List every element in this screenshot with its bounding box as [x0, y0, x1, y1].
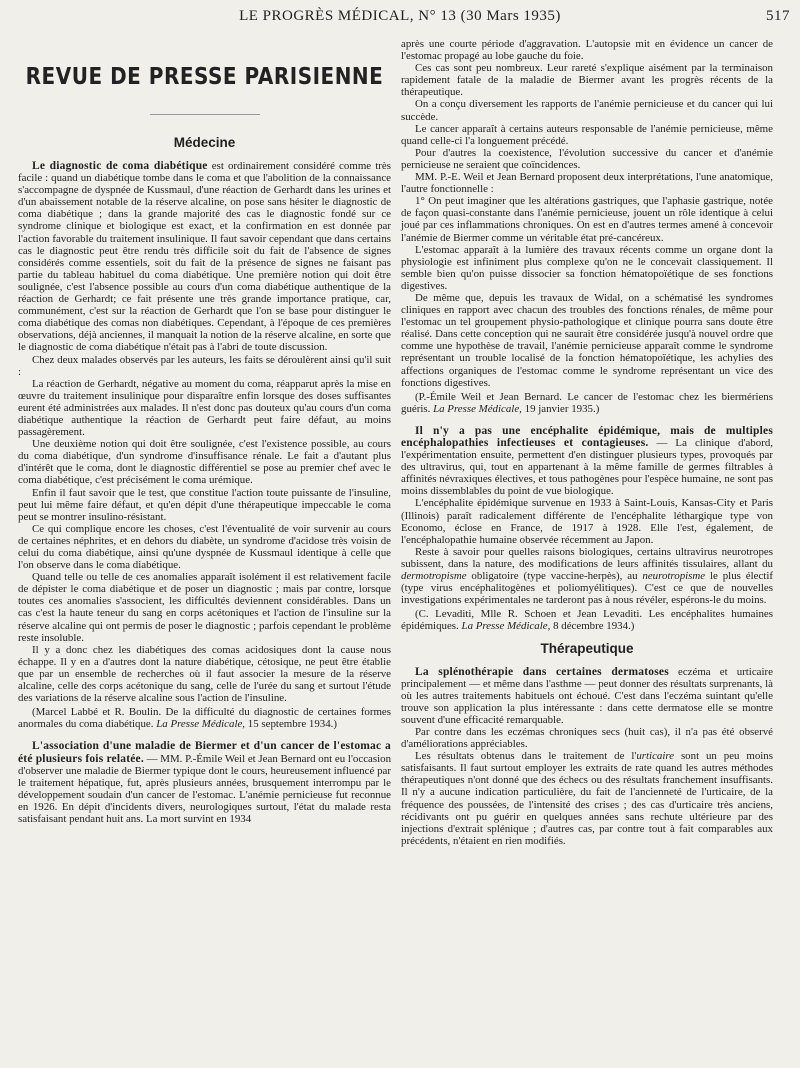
page-number: 517 [766, 8, 790, 24]
paragraph [401, 546, 773, 606]
citation [18, 706, 391, 730]
paragraph: Par contre dans les eczémas chroniques secs (huit cas), il n'a pas été observé d'améliorations appréciables. [401, 725, 773, 751]
paragraph-text: Les résultats obtenus dans le traitement de l' [415, 750, 637, 763]
citation-date: 8 décembre 1934.) [553, 620, 635, 633]
citation [401, 608, 773, 632]
paragraph: L'encéphalite épidémique survenue en 1933 à Saint-Louis, Kansas-City et Paris (Illinois) paraît radicalement différente de l'encéphalite léthargique type von Economo, éclose en France, de 1917 à 1928. Elle l'est, également, de l'encéphalopathie humaine observée récemment au Japon. [401, 497, 773, 546]
paragraph: Le cancer apparaît à certains auteurs responsable de l'anémie pernicieuse, même quand celle-ci l'a longuement précédé. [401, 122, 773, 147]
article-lead: Le diagnostic de coma diabétique [32, 160, 208, 172]
paragraph-text: obligatoire (type vaccine-herpès), au [471, 570, 638, 583]
paragraph: De même que, depuis les travaux de Widal, on a schématisé les syndromes cliniques en rapport avec chacun des troubles des fonctions rénales, de même pour l'estomac un tel groupement physio-pathologique et clinique pourra sans doute être réalisé. Dans cette conception qui ne saurait être considérée jusqu'à nouvel ordre que comme une hypothèse de travail, l'anémie pernicieuse apparaît comme le syndrome représentant un trouble localisé de la fonction hématopoïétique, les achylies des affections organiques de l'estomac comme le syndrome représentant un vice des fonctions digestives. [401, 291, 773, 389]
paragraph: Il y a donc chez les diabétiques des comas acidosiques dont la cause nous échappe. Il y en a d'autres dont la nature diabétique, cétosique, ne peut être établie que par un ensemble de recherches où il faut associer la mesure de la réserve alcaline, celle des corps acétonique du sang, celle de l'urée du sang et surtout l'étude des variations de la réserve alcaline sous l'action de l'insuline. [18, 643, 391, 705]
paragraph: après une courte période d'aggravation. L'autopsie mit en évidence un cancer de l'estomac propagé au lobe gauche du foie. [401, 38, 773, 63]
paragraph-text: — MM. P.-Émile Weil et Jean Bernard ont eu l'occasion d'observer une maladie de Biermer typique dont le cours, heureusement influencé par le traitement hépatique, fut, après plusieurs années, brusquement interrompu par le développement soudain d'un cancer de l'estomac. L'anémie pernicieuse fut reconnue en 1926. En dépit d'incidents divers, neurologiques surtout, l'état du malade resta satisfaisant pendant huit ans. La mort survint en 1934 [18, 752, 392, 825]
citation-date: 19 janvier 1935.) [524, 402, 600, 415]
left-column [18, 38, 391, 825]
paragraph-text: eczéma et urticaire principalement — et même dans l'asthme — peut donner des résultats surprenants, là où les autres traitements habituels ont échoué. C'est dans l'eczéma suintant qu'elle trouve son application la plus intéressante : dans cette dermatose elle se montre souvent d'une efficacité remarquable. [401, 665, 773, 726]
italic-term: urticaire [636, 750, 675, 763]
paragraph [401, 425, 773, 498]
journal-header-title: LE PROGRÈS MÉDICAL, N° 13 (30 Mars 1935) [239, 8, 561, 24]
paragraph: Ce qui complique encore les choses, c'est l'éventualité de voir survenir au cours de certaines néphrites, et en dehors du diabète, un syndrome d'acidose très voisin de celui du coma diabétique, ainsi qu'une dyspnée de Kussmaul identique à celle que l'on observe dans le coma diabétique. [18, 522, 391, 572]
citation-text: (P.-Émile Weil et Jean Bernard. Le cancer de l'estomac chez les biermériens guéris. [401, 390, 773, 415]
paragraph [18, 160, 391, 354]
paragraph: La réaction de Gerhardt, négative au moment du coma, réapparut après la mise en œuvre du traitement insulinique pour disparaître enfin lorsque des doses suffisantes eurent été administrées aux malades. Il n'est donc pas douteux qu'au cours d'un coma diabétique authentique la réaction de Gerhardt peut faire défaut, au moins passagèrement. [18, 377, 391, 439]
paragraph: L'estomac apparaît à la lumière des travaux récents comme un organe dont la physiologie est infiniment plus complexe qu'on ne le concevait classiquement. Il semble bien qu'on puisse dissocier sa fonction hématopoïétique de ses fonctions digestives. [401, 243, 773, 292]
article-lead: Il n'y a pas une encéphalite épidémique, mais de multiples encéphalopathies infectieuses et contagieuses. [401, 424, 773, 449]
citation-journal: La Presse Médicale, [433, 402, 522, 415]
paragraph: Une deuxième notion qui doit être soulignée, c'est l'existence possible, au cours du coma diabétique, d'un syndrome d'insuffisance rénale. Le fait a d'autant plus d'intérêt que le coma, dont le diagnostic différentiel se pose au premier chef avec le coma diabétique, c'est précisément le coma urémique. [18, 438, 391, 487]
divider-rule [150, 114, 260, 115]
citation-text: (Marcel Labbé et R. Boulin. De la difficulté du diagnostic de certaines formes anormales du coma diabétique. [18, 706, 391, 731]
spacer [401, 415, 773, 425]
spacer [18, 730, 391, 740]
paragraph: 1° On peut imaginer que les altérations gastriques, que l'aphasie gastrique, notée de façon quasi-constante dans l'anémie pernicieuse, jouent un rôle identique à celui joué par ces inflammations chroniques. On est en d'autres termes amené à concevoir l'anémie de Biermer comme un véritable état pré-cancéreux. [401, 195, 773, 244]
section-heading-therapeutique: Thérapeutique [540, 640, 634, 656]
italic-term: neurotropisme [642, 570, 706, 583]
citation-text: (C. Levaditi, Mlle R. Schoen et Jean Levaditi. Les encéphalites humaines épidémiques. [401, 608, 773, 633]
italic-term: dermotropisme [401, 570, 467, 583]
revue-title: REVUE DE PRESSE PARISIENNE [25, 62, 384, 90]
paragraph-text: est ordinairement considéré comme très facile : quand un diabétique tombe dans le coma et que l'abolition de la connaissance s'accompagne de dyspnée de Kussmaul, d'une réaction de Gerhardt dans les urines et d'un abaissement notable de la réserve alcaline, on pose sans hésiter le diagnostic de coma diabétique ; dans la grande majorité des cas le diagnostic fondé sur ce syndrome clinique et biologique est exact, et la confirmation en est donnée par l'action favorable du traitement insulinique. Il faut savoir cependant que dans certains cas le diagnostic peut être rendu très difficile soit du fait de l'absence de signes considérés comme essentiels, soit du fait de la présence de signes ne faisant pas partie du tableau habituel du coma diabétique. Une première notion qui doit être soulignée, c'est l'absence possible au cours d'un coma diabétique authentique de la réaction de Gerhardt; ce fait présente une très grande importance pratique, car, communément, c'est sur la réaction de Gerhardt que l'on se base pour distinguer le coma diabétique des comas non diabétiques. Cependant, à l'époque de ces premières observations, déjà anciennes, il manquait la notion de la réserve alcaline, en sorte que le diagnostic de coma diabétique n'était pas à l'abri de toute discussion. [18, 160, 391, 354]
paragraph: Pour d'autres la coexistence, l'évolution successive du cancer et d'anémie pernicieuse ne seraient que coïncidences. [401, 146, 773, 171]
paragraph-text: sont un peu moins satisfaisants. Il faut surtout employer les extraits de rate quand les autres méthodes thérapeutiques n'ont donné que des échecs ou des résultats franchement insuffisants. Il n'y a aucune indication particulière, du fait de l'ancienneté de l'urticaire, de la fréquence des poussées, de l'intensité des crises ; des cas d'urticaire très anciens, récidivants ont pu guérir en quelques années sans rechute ultérieure par des injections d'extrait splénique ; d'autres cas, par contre tout à fait comparables aux précédents, n'étaient en rien modifiés. [401, 750, 773, 847]
section-heading-medecine: Médecine [173, 135, 236, 150]
article-lead: La splénothérapie dans certaines dermatoses [415, 665, 669, 678]
paragraph [401, 750, 773, 847]
paragraph: Quand telle ou telle de ces anomalies apparaît isolément il est relativement facile de dépister le coma diabétique et de poser un diagnostic ; mais par contre, lorsque toutes ces anomalies s'associent, les difficultés deviennent considérables. Dans un cas c'est la haute teneur du sang en corps acétoniques et l'action de l'insuline sur la réserve alcaline qui ont permis de poser le diagnostic ; parfois cependant le problème reste insoluble. [18, 571, 391, 644]
right-column [401, 38, 773, 847]
citation-date: 15 septembre 1934.) [247, 718, 338, 731]
running-header [0, 8, 800, 30]
citation-journal: La Presse Médicale, [461, 620, 551, 633]
citation [401, 391, 773, 415]
paragraph: MM. P.-E. Weil et Jean Bernard proposent deux interprétations, l'une anatomique, l'autre fonctionnelle : [401, 171, 773, 196]
paragraph-text: Reste à savoir pour quelles raisons biologiques, certains ultravirus neurotropes subissent, dans la nature, des modifications de leurs affinités tissulaires, allant du [401, 545, 773, 570]
paragraph: Chez deux malades observés par les auteurs, les faits se déroulèrent ainsi qu'il suit : [18, 353, 391, 378]
paragraph: Enfin il faut savoir que le test, que constitue l'action toute puissante de l'insuline, peut lui même faire défaut, et qu'en dépit d'une thérapeutique impeccable le coma peut se montrer insulino-résistant. [18, 486, 391, 523]
paragraph: On a conçu diversement les rapports de l'anémie pernicieuse et du cancer qui lui succède. [401, 98, 773, 123]
paragraph [18, 740, 391, 825]
article-lead: L'association d'une maladie de Biermer et d'un cancer de l'estomac a été plusieurs fois relatée. [18, 740, 391, 765]
paragraph: Ces cas sont peu nombreux. Leur rareté s'explique aisément par la terminaison rapidement fatale de la maladie de Biermer avant les progrès récents de la thérapeutique. [401, 62, 773, 99]
paragraph [401, 666, 773, 726]
paragraph-text: le plus électif (type virus encéphalitogènes et poliomyélitiques). C'est ce que de nouvelles investigations expérimentales ne tarderont pas à nous révéler, espérons-le du moins. [401, 570, 773, 607]
paragraph-text: — La clinique d'abord, l'expérimentation ensuite, permettent d'en distinguer plusieurs types, provoqués par des ultravirus, qui, tout en appartenant à la même famille de germes filtrables à affinités névraxiques électives, et tous pathogènes pour l'espèce humaine, ne sont pas moins dissemblables du point de vue biologique. [401, 437, 773, 498]
citation-journal: La Presse Médicale, [156, 718, 246, 731]
